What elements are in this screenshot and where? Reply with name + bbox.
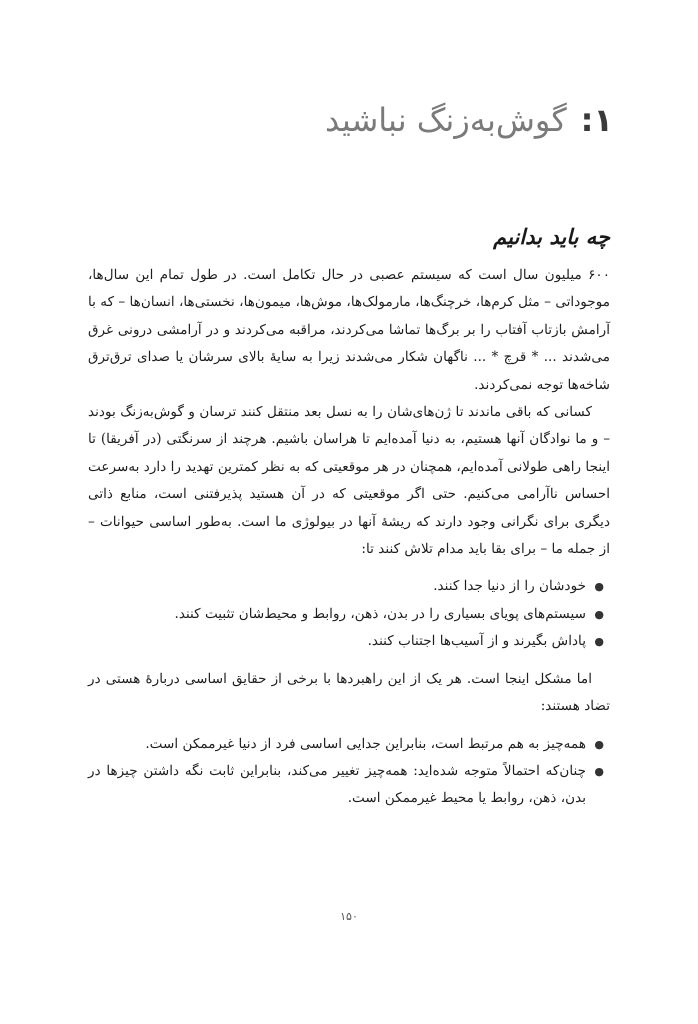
list-item-text: سیستم‌های پویای بسیاری را در بدن، ذهن، روابط و محیط‌شان تثبیت کنند.: [174, 605, 586, 622]
list-item-text: همه‌چیز به هم مرتبط است، بنابراین جدایی اساسی فرد از دنیا غیرممکن است.: [145, 735, 586, 752]
list-item: [88, 601, 604, 628]
list-item: [88, 731, 604, 758]
list-item-text: پاداش بگیرند و از آسیب‌ها اجتناب کنند.: [367, 633, 586, 650]
list-item-text: خودشان را از دنیا جدا کنند.: [433, 578, 586, 595]
page-number-value: ۱۵۰: [340, 910, 358, 923]
list-item: [88, 758, 604, 813]
chapter-title-text: گوش‌به‌زنگ نباشید: [325, 101, 567, 139]
list-item: [88, 573, 604, 600]
bullet-icon: ●: [594, 737, 604, 751]
bullet-list-1: [88, 573, 610, 655]
bullet-icon: ●: [594, 764, 604, 778]
body-text: [88, 262, 610, 823]
list-item: [88, 628, 604, 655]
paragraph-2: کسانی که باقی ماندند تا ژن‌های‌شان را به نسل بعد منتقل کنند ترسان و گوش‌به‌زنگ بودند – و ما نوادگان آنها هستیم، به دنیا آمده‌ایم تا هراسان باشیم. هرچند از سرنگتی (در آفریقا) تا اینجا راهی طولانی آمده‌ایم، همچنان در هر موقعیتی که به نظر کمترین تهدید را دارد به‌سرعت احساس ناآرامی می‌کنیم. حتی اگر موقعیتی که در آن هستید پذیرفتنی است، منابع ذاتی دیگری برای نگرانی وجود دارند که ریشهٔ آنها در بیولوژی ما است. به‌طور اساسی حیوانات – از جمله ما – برای بقا باید مدام تلاش کنند تا:: [88, 404, 610, 558]
bullet-icon: ●: [594, 635, 604, 649]
chapter-number: ۱:: [580, 101, 613, 139]
page-number: [0, 910, 698, 923]
paragraph-3: اما مشکل اینجا است. هر یک از این راهبردها با برخی از حقایق اساسی دربارهٔ هستی در تضاد هستند:: [88, 670, 610, 715]
section-heading: چه باید بدانیم: [493, 225, 610, 249]
bullet-icon: ●: [594, 607, 604, 621]
bullet-list-2: [88, 731, 610, 813]
chapter-title: [60, 98, 613, 142]
paragraph-1: ۶۰۰ میلیون سال است که سیستم عصبی در حال تکامل است. در طول تمام این سال‌ها، موجوداتی – مثل کرم‌ها، خرچنگ‌ها، مارمولک‌ها، موش‌ها، میمون‌ها، نخستی‌ها، انسان‌ها – که با آرامش بازتاب آفتاب را بر برگ‌ها تماشا می‌کردند، مراقبه می‌کردند و در آرامشی درونی غرق می‌شدند ... * قرچ * ... ناگهان شکار می‌شدند زیرا به سایهٔ بالای سرشان یا صدای ترق‌ترق شاخه‌ها توجه نمی‌کردند.: [88, 267, 610, 393]
list-item-text: چنان‌که احتمالاً متوجه شده‌اید: همه‌چیز تغییر می‌کند، بنابراین ثابت نگه داشتن چیزها در بدن، ذهن، روابط یا محیط غیرممکن است.: [88, 762, 586, 807]
bullet-icon: ●: [594, 580, 604, 594]
